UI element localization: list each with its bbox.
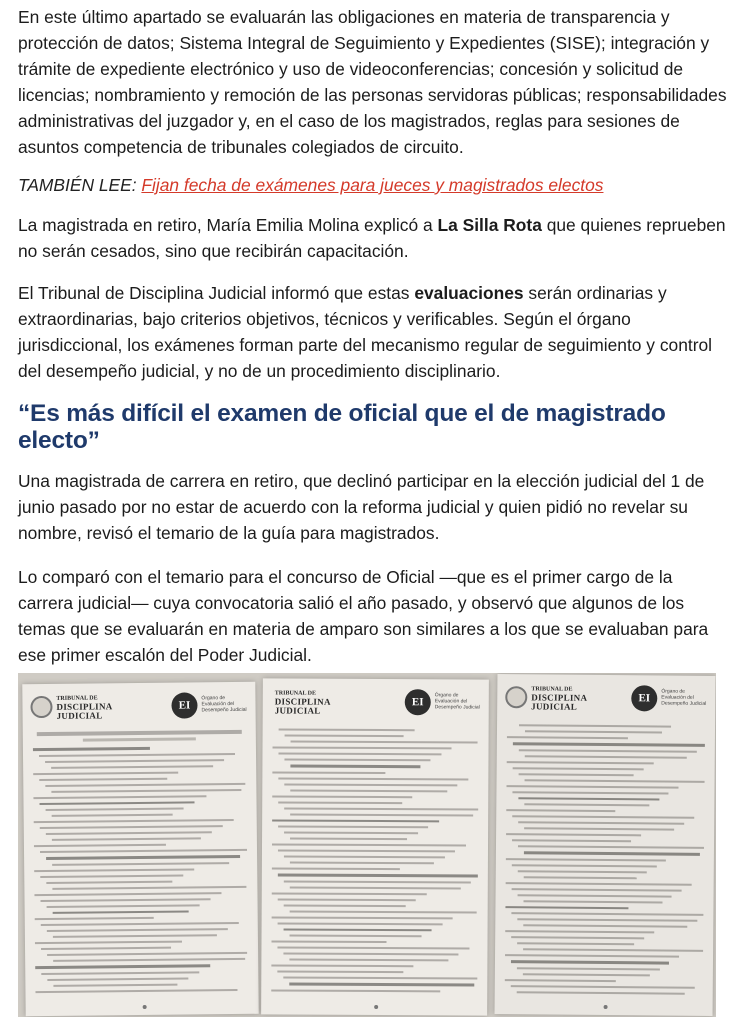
text-line-mark xyxy=(284,807,478,810)
page-text-lines xyxy=(33,746,249,998)
text-line-mark xyxy=(272,795,412,798)
mexico-seal-icon xyxy=(30,696,52,718)
text-line-mark xyxy=(518,821,684,824)
text-line-mark xyxy=(34,868,194,872)
text-line-mark xyxy=(47,977,188,980)
document-page-1 xyxy=(22,682,258,1016)
text-line-mark xyxy=(511,985,695,989)
text-line-mark xyxy=(272,819,439,822)
page-header xyxy=(30,692,247,728)
text-line-mark xyxy=(513,767,644,770)
paragraph-comparison: Lo comparó con el temario para el concurso de Oficial —que es el primer cargo de la carrera judicial— cuya convocatoria salió el año pasado, y observó que algunos de los temas que se evaluarán en materia de amparo son similares a los que se evaluaban para ese primer escalón del Poder Judicial. xyxy=(18,567,709,665)
text-line-mark xyxy=(512,791,668,794)
text-line-mark xyxy=(523,924,687,927)
text-line-mark xyxy=(284,832,418,835)
text-line-mark xyxy=(284,880,471,883)
text-line-mark xyxy=(524,851,700,855)
text-line-mark xyxy=(284,783,457,786)
text-line-mark xyxy=(518,845,704,849)
text-line-mark xyxy=(53,983,177,986)
tribunal-logo-small: TRIBUNAL DE xyxy=(531,686,573,693)
text-line-mark xyxy=(40,801,196,805)
tribunal-logo xyxy=(56,695,136,721)
text-line-mark xyxy=(34,844,166,847)
text-line-mark xyxy=(46,831,212,835)
text-line-mark xyxy=(51,788,241,792)
text-line-mark xyxy=(277,946,469,949)
text-line-mark xyxy=(517,991,685,994)
p2-text-a: La magistrada en retiro, María Emilia Molina explicó a xyxy=(18,215,438,235)
text-line-mark xyxy=(506,833,641,836)
p3-text-a: El Tribunal de Disciplina Judicial informó que estas xyxy=(18,283,415,303)
page-number-mark xyxy=(142,1005,146,1009)
text-line-mark xyxy=(41,947,171,950)
text-line-mark xyxy=(33,795,206,799)
p2-text-b: que quienes reprueben no serán cesados, sino que recibirán capacitación. xyxy=(18,215,726,261)
tribunal-logo-big1: DISCIPLINA xyxy=(274,696,331,707)
text-line-mark xyxy=(46,808,184,811)
text-line-mark xyxy=(525,730,662,733)
text-line-mark xyxy=(35,917,154,920)
tribunal-logo-small: TRIBUNAL DE xyxy=(274,690,317,697)
text-line-mark xyxy=(41,922,239,926)
text-line-mark xyxy=(272,867,400,870)
text-line-mark xyxy=(35,941,182,945)
text-line-mark xyxy=(505,930,654,933)
article-body xyxy=(18,0,730,668)
tribunal-logo xyxy=(531,686,611,712)
text-line-mark xyxy=(519,749,697,753)
tribunal-logo-big2: JUDICIAL xyxy=(274,705,321,716)
tribunal-logo-big2: JUDICIAL xyxy=(56,710,103,721)
paragraph-molina xyxy=(18,212,730,264)
text-line-mark xyxy=(46,880,172,883)
tribunal-logo xyxy=(275,690,355,715)
also-read xyxy=(18,172,730,198)
page-title-blur xyxy=(37,730,242,736)
text-line-mark xyxy=(271,940,386,943)
paragraph-tribunal xyxy=(18,280,730,384)
tribunal-logo-big2: JUDICIAL xyxy=(531,701,578,712)
text-line-mark xyxy=(517,942,634,945)
text-line-mark xyxy=(505,979,616,982)
also-read-label: TAMBIÉN LEE: xyxy=(18,175,137,195)
text-line-mark xyxy=(279,728,415,731)
text-line-mark xyxy=(40,849,247,853)
text-line-mark xyxy=(291,741,478,744)
text-line-mark xyxy=(513,742,705,746)
text-line-mark xyxy=(511,912,703,916)
paragraph-retired-magistrate: Una magistrada de carrera en retiro, que declinó participar en la elección judicial del 1 de junio pasado por no estar de acuerdo con la reforma judicial y quien pidió no revelar su nombre, revisó el temario de la guía para magistrados. xyxy=(18,471,705,543)
text-line-mark xyxy=(272,916,453,919)
text-line-mark xyxy=(524,900,663,903)
text-line-mark xyxy=(278,922,443,925)
text-line-mark xyxy=(35,988,237,992)
text-line-mark xyxy=(524,803,649,806)
text-line-mark xyxy=(519,773,634,776)
p3-text-b: serán ordinarias y extraordinarias, bajo criterios objetivos, técnicos y verificables. Según el órgano jurisdiccional, los exámenes forman parte del mecanismo regular de seguimiento y control del desempeño judicial, y no de un procedimiento disciplinario. xyxy=(18,283,713,381)
text-line-mark xyxy=(284,928,432,931)
text-line-mark xyxy=(272,843,466,846)
text-line-mark xyxy=(41,971,199,975)
text-line-mark xyxy=(290,838,407,841)
text-line-mark xyxy=(511,960,669,964)
text-line-mark xyxy=(47,952,247,956)
text-line-mark xyxy=(40,874,183,877)
text-line-mark xyxy=(284,856,445,859)
text-line-mark xyxy=(278,801,402,804)
text-line-mark xyxy=(518,797,659,801)
text-line-mark xyxy=(285,735,404,738)
text-line-mark xyxy=(290,789,447,792)
text-line-mark xyxy=(45,782,245,786)
text-line-mark xyxy=(283,977,477,980)
text-line-mark xyxy=(39,777,167,780)
text-line-mark xyxy=(51,765,213,769)
text-line-mark xyxy=(52,837,201,841)
text-line-mark xyxy=(284,904,406,907)
text-line-mark xyxy=(53,934,217,938)
page-number-mark xyxy=(604,1005,608,1009)
text-line-mark xyxy=(278,777,468,780)
text-line-mark xyxy=(283,953,458,956)
text-line-mark xyxy=(278,752,441,755)
text-line-mark xyxy=(46,855,240,860)
page-text-lines xyxy=(271,728,478,997)
evaluation-logo: EI xyxy=(405,689,431,715)
paragraph-evaluation-topics: En este último apartado se evaluarán las obligaciones en materia de transparencia y protección de datos; Sistema Integral de Seguimiento y Expedientes (SISE); integración y trámite de expediente electrónico y uso de videoconferencias; concesión y solicitud de licencias; nombramiento y remoción de las personas servidoras públicas; responsabilidades administrativas del juzgador y, en el caso de los magistrados, reglas para sesiones de asuntos competencia de tribunales colegiados de circuito. xyxy=(18,7,727,157)
document-page-3 xyxy=(495,674,716,1016)
text-line-mark xyxy=(511,936,644,939)
text-line-mark xyxy=(278,873,478,877)
page-text-lines xyxy=(505,724,705,998)
text-line-mark xyxy=(525,779,705,783)
text-line-mark xyxy=(290,862,434,865)
text-line-mark xyxy=(518,870,647,873)
text-line-mark xyxy=(507,785,679,789)
text-line-mark xyxy=(53,910,189,914)
text-line-mark xyxy=(47,904,200,908)
page-subtitle-blur xyxy=(83,737,196,741)
text-line-mark xyxy=(507,736,628,739)
text-line-mark xyxy=(40,825,223,829)
document-photo xyxy=(18,673,716,1017)
evaluation-org-name: Órgano de Evaluación del Desempeño Judicial xyxy=(661,688,707,707)
text-line-mark xyxy=(34,892,221,896)
evaluation-org-name: Órgano de Evaluación del Desempeño Judicial xyxy=(201,695,247,714)
text-line-mark xyxy=(505,906,628,910)
outlet-name: La Silla Rota xyxy=(437,215,542,235)
text-line-mark xyxy=(271,964,413,967)
text-line-mark xyxy=(507,761,654,764)
page-number-mark xyxy=(374,1005,378,1009)
text-line-mark xyxy=(506,809,615,812)
text-line-mark xyxy=(33,747,150,751)
text-line-mark xyxy=(284,759,430,762)
text-line-mark xyxy=(512,864,657,867)
text-line-mark xyxy=(41,898,211,902)
text-line-mark xyxy=(52,814,173,817)
tribunal-logo-big1: DISCIPLINA xyxy=(531,692,588,703)
text-line-mark xyxy=(512,839,631,842)
text-line-mark xyxy=(277,970,403,973)
tribunal-logo-small: TRIBUNAL DE xyxy=(56,695,98,702)
text-line-mark xyxy=(517,967,660,970)
text-line-mark xyxy=(34,819,234,823)
text-line-mark xyxy=(278,849,455,852)
text-line-mark xyxy=(289,983,474,986)
text-line-mark xyxy=(525,755,687,758)
text-line-mark xyxy=(272,892,427,895)
text-line-mark xyxy=(271,989,440,992)
text-line-mark xyxy=(524,827,674,830)
text-line-mark xyxy=(519,724,671,727)
text-line-mark xyxy=(523,948,703,952)
page-header xyxy=(271,688,481,723)
text-line-mark xyxy=(273,746,452,749)
text-line-mark xyxy=(290,813,473,816)
text-line-mark xyxy=(512,888,682,891)
mexico-seal-icon xyxy=(505,686,527,708)
evaluation-logo: EI xyxy=(171,692,197,718)
text-line-mark xyxy=(506,882,692,886)
document-page-2 xyxy=(261,678,489,1015)
evaluation-org-name: Órgano de Evaluación del Desempeño Judicial xyxy=(434,692,480,711)
text-line-mark xyxy=(52,885,246,889)
page-header xyxy=(505,684,707,720)
text-line-mark xyxy=(290,765,420,768)
text-line-mark xyxy=(33,771,178,775)
text-line-mark xyxy=(505,954,679,958)
text-line-mark xyxy=(278,898,416,901)
text-line-mark xyxy=(518,894,672,897)
text-line-mark xyxy=(290,886,461,889)
text-line-mark xyxy=(506,858,666,861)
text-line-mark xyxy=(524,876,637,879)
text-line-mark xyxy=(512,815,694,819)
text-line-mark xyxy=(290,935,422,938)
text-line-mark xyxy=(517,918,697,922)
text-line-mark xyxy=(289,959,448,962)
text-line-mark xyxy=(272,771,385,774)
tribunal-logo-big1: DISCIPLINA xyxy=(56,701,113,712)
text-line-mark xyxy=(290,910,477,913)
text-line-mark xyxy=(523,973,650,976)
text-line-mark xyxy=(45,759,224,763)
section-subheading: “Es más difícil el examen de oficial que el de magistrado electo” xyxy=(18,400,666,454)
text-line-mark xyxy=(47,928,228,932)
text-line-mark xyxy=(53,958,245,962)
text-line-mark xyxy=(52,862,229,866)
also-read-link[interactable]: Fijan fecha de exámenes para jueces y magistrados electos xyxy=(141,175,604,195)
evaluaciones-bold: evaluaciones xyxy=(414,283,524,303)
text-line-mark xyxy=(278,825,428,828)
evaluation-logo: EI xyxy=(631,685,657,711)
text-line-mark xyxy=(39,753,235,757)
text-line-mark xyxy=(35,964,210,968)
